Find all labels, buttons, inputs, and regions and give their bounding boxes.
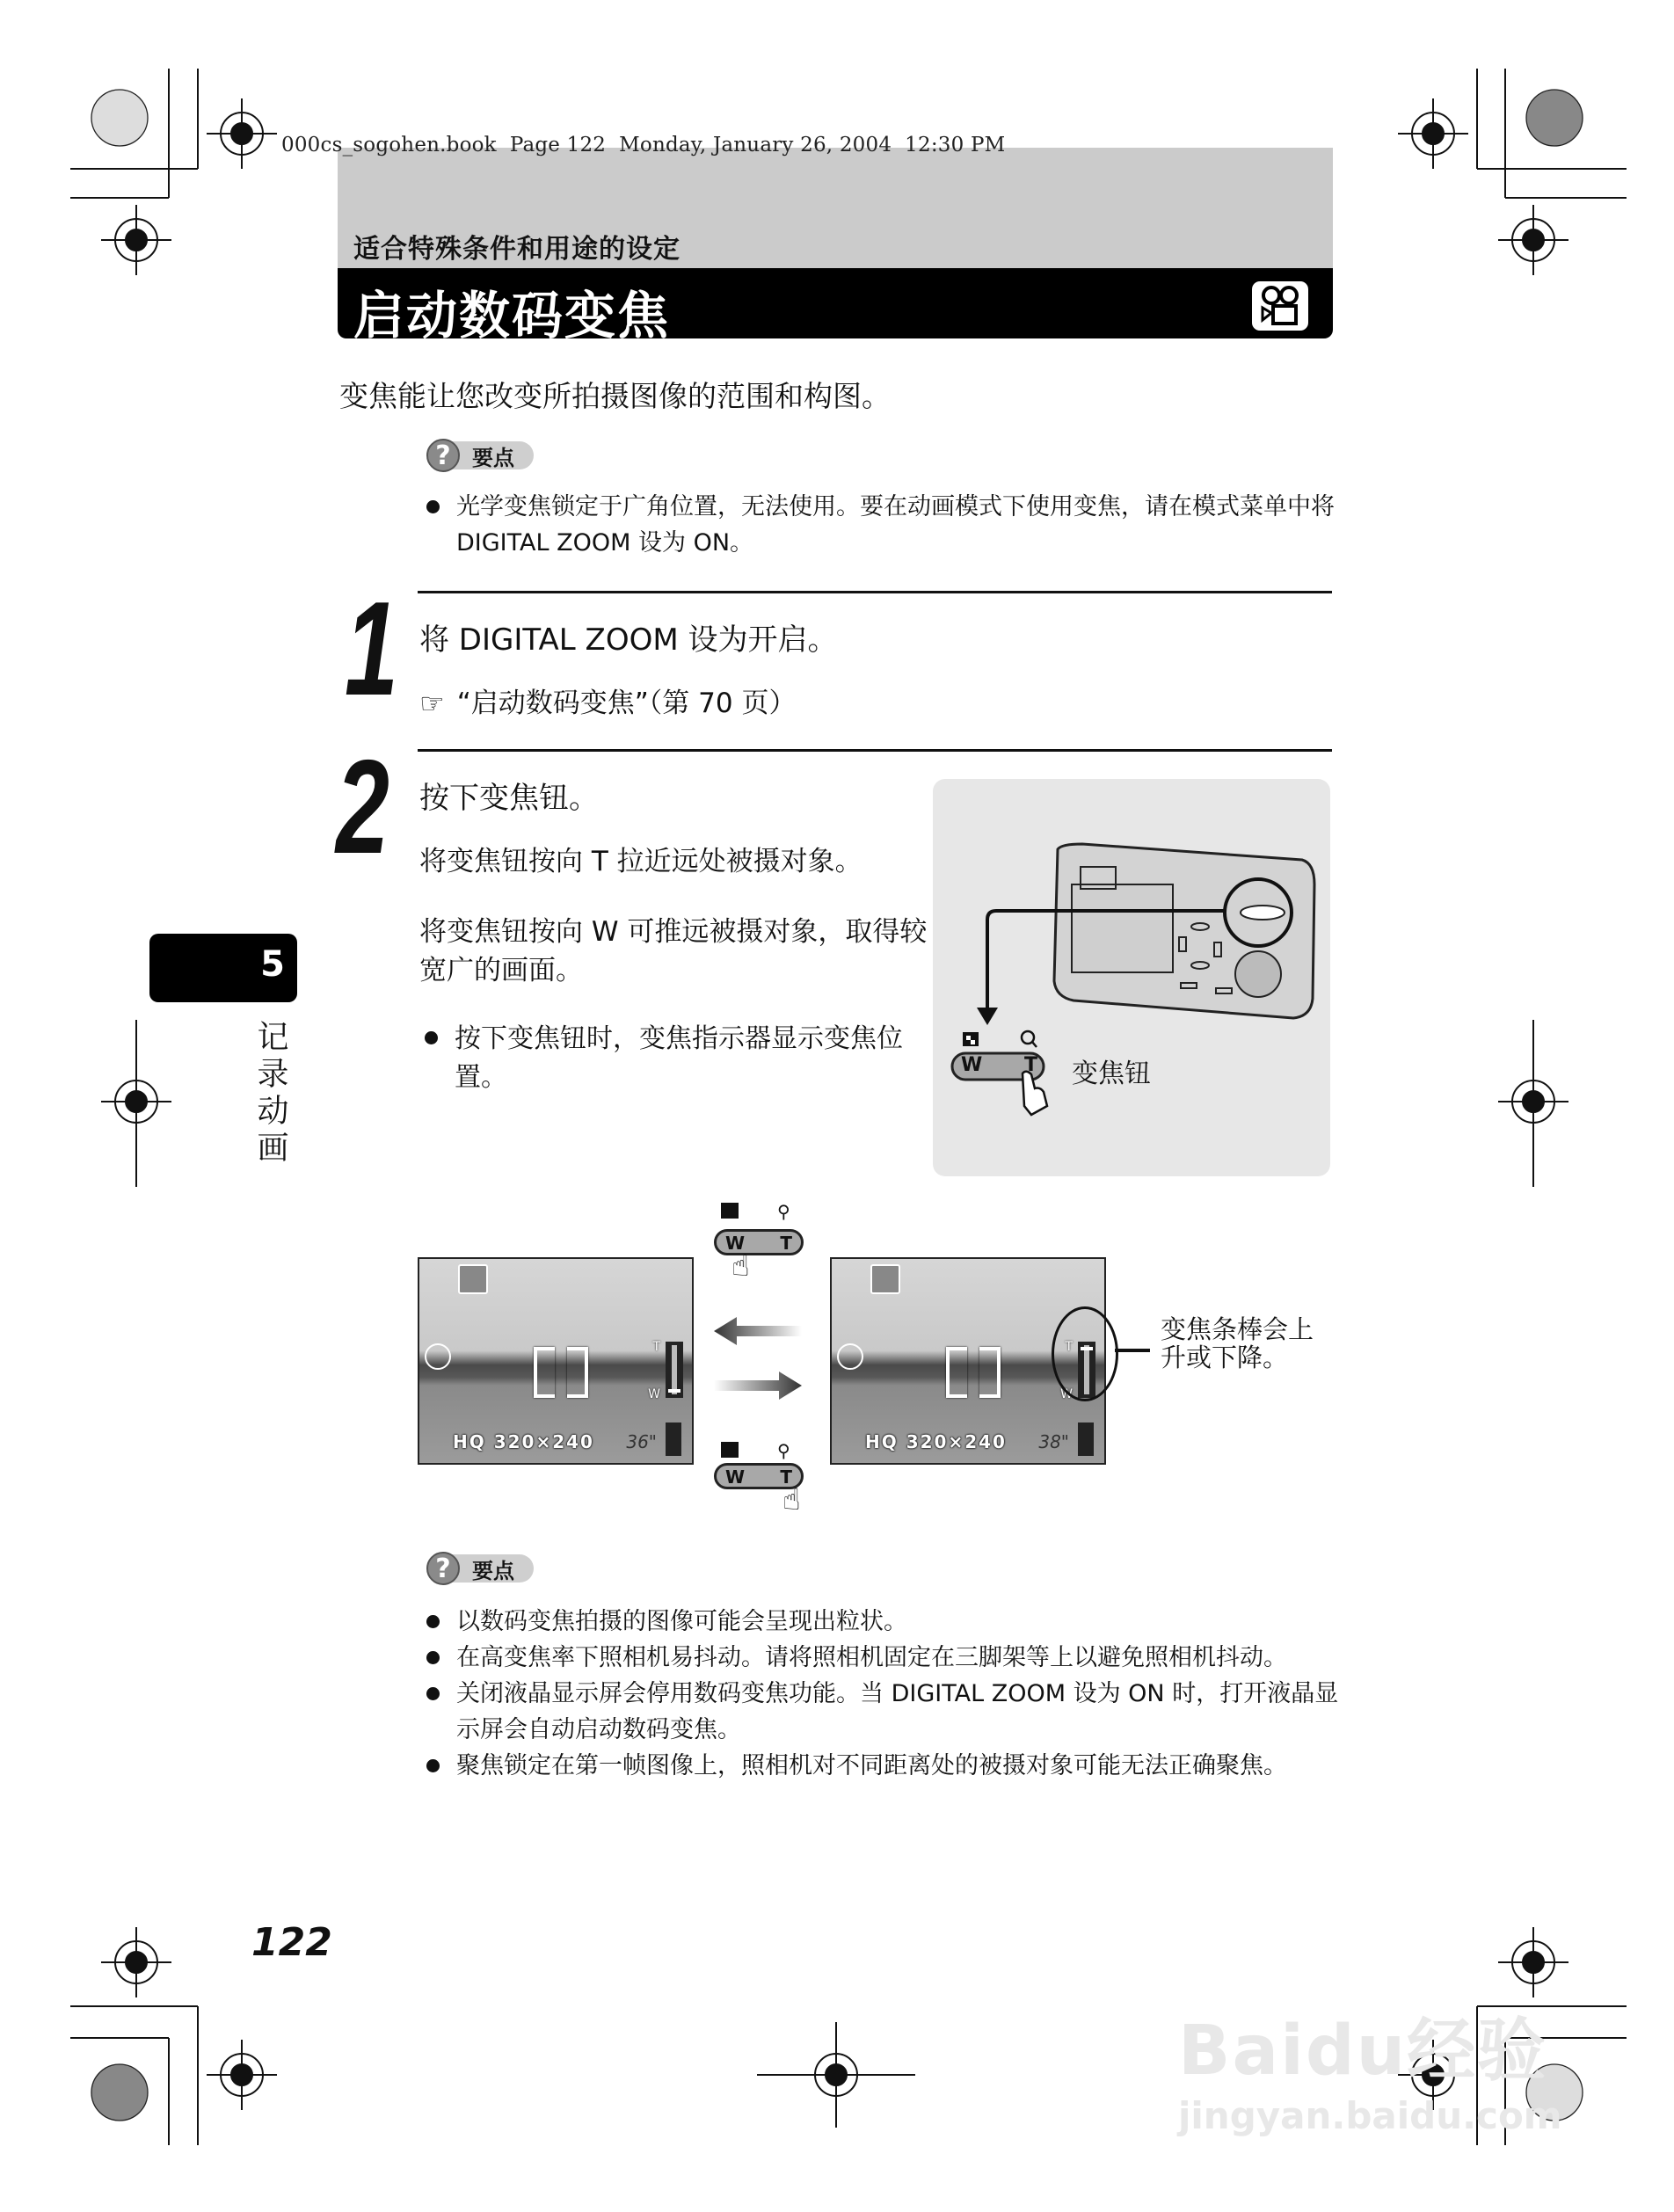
screen-wide: T W HQ 320×240 36" xyxy=(418,1257,694,1465)
step1-reference xyxy=(419,684,796,723)
screen-tele: T W HQ 320×240 38" xyxy=(830,1257,1106,1465)
zoom-w-label: W xyxy=(961,1054,983,1076)
chapter-number: 5 xyxy=(260,944,285,985)
list-item: 按下变焦钮时，变焦指示器显示变焦位置。 xyxy=(425,1020,926,1097)
remaining-time: 38" xyxy=(1038,1431,1069,1452)
wide-icon xyxy=(721,1203,739,1219)
step1-divider xyxy=(418,591,1332,593)
list-item: 光学变焦锁定于广角位置，无法使用。要在动画模式下使用变焦，请在模式菜单中将 DIGITAL ZOOM 设为 ON。 xyxy=(426,489,1341,561)
list-item: 在高变焦率下照相机易抖动。请将照相机固定在三脚架等上以避免照相机抖动。 xyxy=(426,1640,1341,1676)
section-title: 适合特殊条件和用途的设定 xyxy=(353,234,681,265)
list-item: 关闭液晶显示屏会停用数码变焦功能。当 DIGITAL ZOOM 设为 ON 时，打开液晶显示屏会自动启动数码变焦。 xyxy=(426,1676,1341,1748)
zoom-bar-callout: 变焦条棒会上升或下降。 xyxy=(1161,1314,1314,1372)
af-bracket-right xyxy=(567,1347,588,1398)
watermark-url: jingyan.baidu.com xyxy=(1178,2094,1562,2137)
quality-label: HQ 320×240 xyxy=(453,1431,594,1452)
flash-off-icon xyxy=(425,1343,451,1370)
question-icon: ? xyxy=(426,439,460,472)
step2-para2: 将变焦钮按向 W 可推远被摄对象，取得较宽广的画面。 xyxy=(419,916,928,986)
zoom-t-label: T xyxy=(1024,1054,1038,1076)
af-bracket-left xyxy=(534,1347,555,1398)
watermark-brand: Baidu经验 xyxy=(1178,2012,1548,2091)
list-item: 聚焦锁定在第一帧图像上，照相机对不同距离处的被摄对象可能无法正确聚焦。 xyxy=(426,1748,1341,1784)
af-bracket-left xyxy=(946,1347,967,1398)
direction-arrows xyxy=(710,1310,807,1407)
page-title: 启动数码变焦 xyxy=(353,286,671,346)
step1-title: 将 DIGITAL ZOOM 设为开启。 xyxy=(419,622,838,658)
movie-mode-icon xyxy=(458,1264,488,1294)
wide-icon xyxy=(721,1442,739,1458)
chapter-label: 记录动画 xyxy=(252,1020,288,1168)
watermark xyxy=(1178,1996,1562,2137)
movie-camera-icon xyxy=(1252,281,1308,331)
flash-off-icon xyxy=(837,1343,863,1370)
callout-circle xyxy=(1052,1306,1118,1401)
step2-list xyxy=(425,1020,926,1097)
af-bracket-right xyxy=(979,1347,1001,1398)
reference-link[interactable]: “启动数码变焦”（第 70 页） xyxy=(456,688,797,719)
pressing-hand-icon: ☝ xyxy=(782,1482,801,1517)
tip1-list xyxy=(426,489,1341,561)
pressing-hand-icon: ☝ xyxy=(731,1248,750,1284)
step2-title: 按下变焦钮。 xyxy=(419,781,599,816)
print-info: 000cs_sogohen.book Page 122 Monday, January 26, 2004 12:30 PM xyxy=(281,134,1006,156)
list-item: 以数码变焦拍摄的图像可能会呈现出粒状。 xyxy=(426,1604,1341,1640)
intro-text: 变焦能让您改变所拍摄图像的范围和构图。 xyxy=(339,379,891,413)
zoom-button-w-pressed: W T xyxy=(714,1229,804,1255)
zoom-bar xyxy=(666,1342,683,1398)
step2-para1: 将变焦钮按向 T 拉近远处被摄对象。 xyxy=(419,846,862,877)
question-icon: ? xyxy=(426,1552,460,1585)
remaining-time: 36" xyxy=(626,1431,657,1452)
pointing-hand-icon: ☞ xyxy=(419,687,445,720)
quality-label: HQ 320×240 xyxy=(865,1431,1007,1452)
step-number: 2 xyxy=(336,732,389,882)
tip-label: 要点 xyxy=(451,441,534,469)
tip-label: 要点 xyxy=(451,1554,534,1583)
step2-divider xyxy=(418,749,1332,752)
camera-illustration xyxy=(933,779,1330,1176)
magnifier-icon: ⚲ xyxy=(777,1440,790,1461)
camera-figure xyxy=(933,779,1330,1176)
remaining-bar xyxy=(666,1423,681,1456)
chapter-tab[interactable] xyxy=(149,934,297,1002)
zoom-button-t-pressed: W T xyxy=(714,1463,804,1489)
tip-badge xyxy=(426,440,534,471)
tip-badge xyxy=(426,1553,534,1584)
magnifier-icon: ⚲ xyxy=(777,1201,790,1222)
step-number: 1 xyxy=(345,574,398,724)
callout-line xyxy=(1115,1349,1150,1352)
movie-mode-icon xyxy=(870,1264,900,1294)
remaining-bar xyxy=(1078,1423,1094,1456)
page-number: 122 xyxy=(251,1920,332,1965)
tip2-list xyxy=(426,1604,1341,1784)
zoom-button-caption: 变焦钮 xyxy=(1072,1059,1151,1089)
